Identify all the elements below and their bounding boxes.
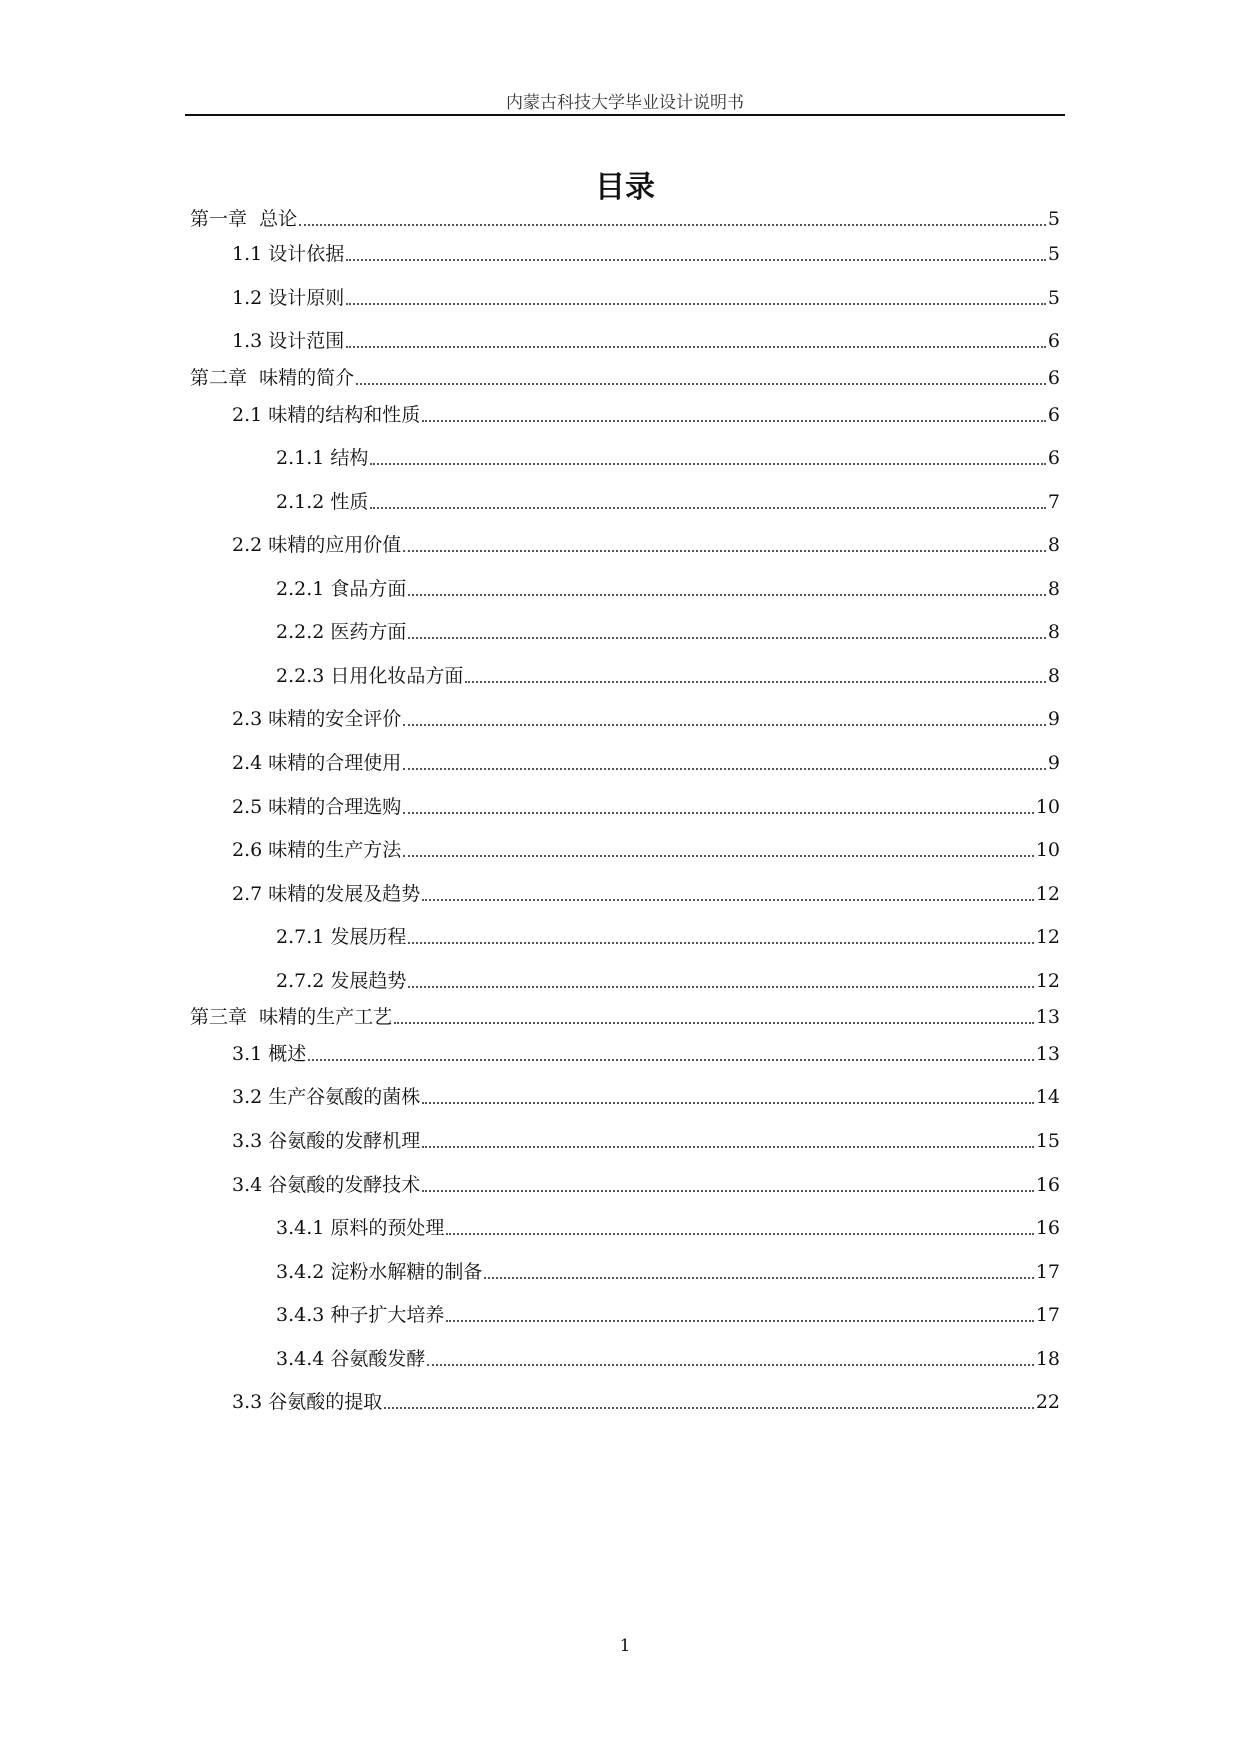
toc-entry-page: 6	[1047, 330, 1060, 352]
toc-dot-leader	[408, 942, 1033, 944]
toc-entry[interactable]	[190, 968, 1060, 994]
toc-entry-page: 6	[1047, 447, 1060, 469]
toc-dot-leader	[484, 1277, 1033, 1279]
toc-entry[interactable]	[190, 206, 1060, 232]
toc-dot-leader	[427, 1364, 1033, 1366]
toc-entry-label: 3.4.2 淀粉水解糖的制备	[276, 1261, 483, 1283]
toc-entry[interactable]	[190, 576, 1060, 602]
toc-entry-label: 3.3 谷氨酸的发酵机理	[232, 1130, 421, 1152]
toc-entry-label: 2.6 味精的生产方法	[232, 839, 402, 861]
toc-entry-page: 15	[1035, 1130, 1060, 1152]
toc-entry-page: 6	[1047, 404, 1060, 426]
toc-entry-page: 8	[1047, 578, 1060, 600]
toc-entry-label: 2.2.1 食品方面	[276, 578, 407, 600]
toc-entry-label: 1.1 设计依据	[232, 243, 345, 265]
toc-dot-leader	[465, 681, 1046, 683]
toc-dot-leader	[422, 420, 1046, 422]
toc-dot-leader	[384, 1407, 1034, 1409]
toc-entry-label: 2.3 味精的安全评价	[232, 708, 402, 730]
toc-entry-label: 2.1.1 结构	[276, 447, 369, 469]
toc-dot-leader	[394, 1022, 1034, 1024]
header-rule	[185, 114, 1065, 116]
toc-entry-page: 17	[1035, 1304, 1060, 1326]
toc-entry-label: 2.1 味精的结构和性质	[232, 404, 421, 426]
toc-dot-leader	[403, 768, 1046, 770]
toc-dot-leader	[446, 1320, 1033, 1322]
toc-entry-page: 8	[1047, 534, 1060, 556]
toc-entry[interactable]	[190, 881, 1060, 907]
toc-entry[interactable]	[190, 750, 1060, 776]
toc-entry-label: 3.4 谷氨酸的发酵技术	[232, 1174, 421, 1196]
toc-entry-label: 1.3 设计范围	[232, 330, 345, 352]
toc-entry[interactable]	[190, 241, 1060, 267]
toc-entry-page: 9	[1047, 708, 1060, 730]
toc-dot-leader	[422, 1102, 1034, 1104]
toc-entry[interactable]	[190, 794, 1060, 820]
toc-dot-leader	[346, 346, 1046, 348]
toc-dot-leader	[403, 550, 1046, 552]
toc-dot-leader	[446, 1233, 1033, 1235]
toc-entry-page: 16	[1035, 1174, 1060, 1196]
toc-dot-leader	[422, 1146, 1034, 1148]
toc-dot-leader	[408, 637, 1046, 639]
toc-entry[interactable]	[190, 706, 1060, 732]
page-number: 1	[619, 1636, 631, 1656]
toc-dot-leader	[403, 855, 1034, 857]
toc-dot-leader	[408, 986, 1033, 988]
toc-entry-label: 3.4.4 谷氨酸发酵	[276, 1348, 426, 1370]
toc-entry-label: 2.1.2 性质	[276, 491, 369, 513]
toc-entry[interactable]	[190, 365, 1060, 391]
toc-dot-leader	[346, 259, 1046, 261]
toc-entry-label: 2.2 味精的应用价值	[232, 534, 402, 556]
toc-dot-leader	[356, 383, 1046, 385]
toc-entry[interactable]	[190, 1346, 1060, 1372]
toc-entry-page: 12	[1035, 926, 1060, 948]
toc-entry-page: 18	[1035, 1348, 1060, 1370]
toc-dot-leader	[408, 594, 1046, 596]
toc-entry[interactable]	[190, 532, 1060, 558]
toc-entry-page: 13	[1035, 1043, 1060, 1065]
toc-entry-label: 1.2 设计原则	[232, 287, 345, 309]
toc-entry[interactable]	[190, 663, 1060, 689]
toc-entry-page: 22	[1035, 1391, 1060, 1413]
toc-dot-leader	[403, 724, 1046, 726]
toc-entry-label: 2.2.2 医药方面	[276, 621, 407, 643]
toc-entry-page: 9	[1047, 752, 1060, 774]
toc-entry[interactable]	[190, 1302, 1060, 1328]
toc-entry-label: 第一章 总论	[190, 208, 298, 230]
toc-entry-label: 第三章 味精的生产工艺	[190, 1006, 393, 1028]
toc-entry-page: 7	[1047, 491, 1060, 513]
toc-entry-page: 10	[1035, 839, 1060, 861]
toc-entry-label: 2.7.2 发展趋势	[276, 970, 407, 992]
toc-entry-page: 12	[1035, 970, 1060, 992]
toc-entry-label: 3.2 生产谷氨酸的菌株	[232, 1086, 421, 1108]
toc-entry-label: 第二章 味精的简介	[190, 367, 355, 389]
toc-entry-page: 17	[1035, 1261, 1060, 1283]
toc-entry-page: 16	[1035, 1217, 1060, 1239]
toc-entry-page: 14	[1035, 1086, 1060, 1108]
running-header: 内蒙古科技大学毕业设计说明书	[506, 93, 744, 113]
toc-entry-label: 2.5 味精的合理选购	[232, 796, 402, 818]
toc-dot-leader	[403, 812, 1034, 814]
toc-entry[interactable]	[190, 924, 1060, 950]
toc-entry[interactable]	[190, 1389, 1060, 1415]
toc-entry[interactable]	[190, 328, 1060, 354]
toc-dot-leader	[299, 224, 1046, 226]
toc-dot-leader	[308, 1059, 1034, 1061]
toc-entry[interactable]	[190, 445, 1060, 471]
toc-entry[interactable]	[190, 1215, 1060, 1241]
toc-entry-page: 5	[1047, 208, 1060, 230]
toc-entry[interactable]	[190, 1172, 1060, 1198]
toc-dot-leader	[370, 463, 1046, 465]
toc-entry[interactable]	[190, 1259, 1060, 1285]
toc-entry-label: 3.4.1 原料的预处理	[276, 1217, 445, 1239]
toc-dot-leader	[422, 899, 1034, 901]
toc-entry-page: 8	[1047, 621, 1060, 643]
toc-dot-leader	[370, 507, 1046, 509]
toc-entry-label: 2.7 味精的发展及趋势	[232, 883, 421, 905]
toc-entry[interactable]	[190, 402, 1060, 428]
toc-entry[interactable]	[190, 619, 1060, 645]
toc-entry[interactable]	[190, 1041, 1060, 1067]
toc-entry[interactable]	[190, 489, 1060, 515]
toc-entry[interactable]	[190, 1004, 1060, 1030]
toc-entry-page: 13	[1035, 1006, 1060, 1028]
toc-entry-label: 2.7.1 发展历程	[276, 926, 407, 948]
toc-entry-label: 3.1 概述	[232, 1043, 307, 1065]
toc-entry-page: 12	[1035, 883, 1060, 905]
toc-entry[interactable]	[190, 837, 1060, 863]
toc-title: 目录	[595, 170, 655, 205]
toc-entry-label: 2.2.3 日用化妆品方面	[276, 665, 464, 687]
toc-entry-label: 3.4.3 种子扩大培养	[276, 1304, 445, 1326]
toc-entry-page: 8	[1047, 665, 1060, 687]
toc-entry-page: 6	[1047, 367, 1060, 389]
toc-entry[interactable]	[190, 1128, 1060, 1154]
toc-entry-page: 5	[1047, 287, 1060, 309]
toc-dot-leader	[346, 303, 1046, 305]
toc-entry-page: 5	[1047, 243, 1060, 265]
toc-entry-label: 2.4 味精的合理使用	[232, 752, 402, 774]
toc-entry[interactable]	[190, 1084, 1060, 1110]
toc-dot-leader	[422, 1190, 1034, 1192]
toc-entry[interactable]	[190, 285, 1060, 311]
toc-entry-page: 10	[1035, 796, 1060, 818]
toc-entry-label: 3.3 谷氨酸的提取	[232, 1391, 383, 1413]
